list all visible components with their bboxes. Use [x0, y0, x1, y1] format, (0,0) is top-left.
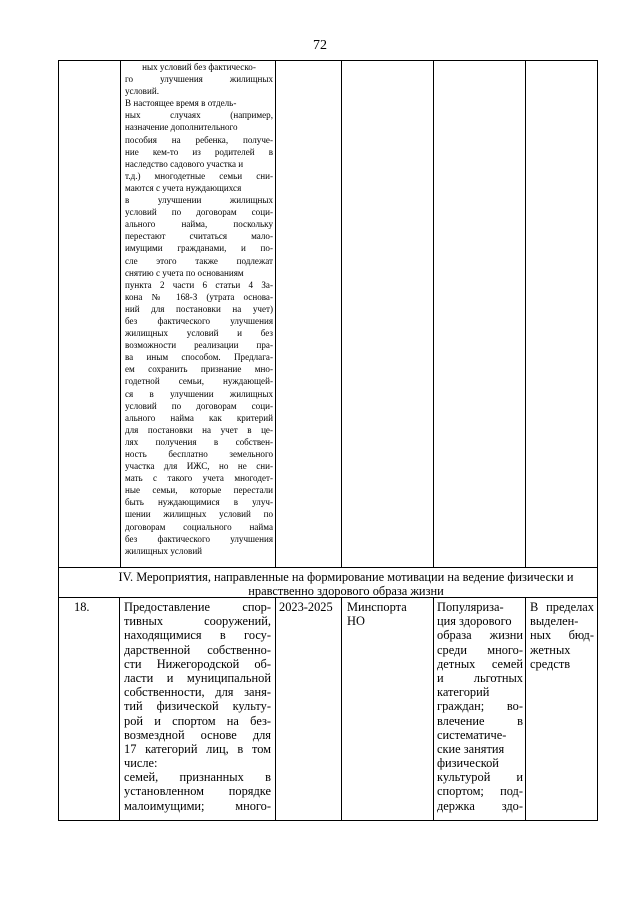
section-header-line: нравственно здорового образа жизни	[248, 584, 444, 598]
period-cell: 2023-2025	[279, 600, 333, 614]
text-line: ального найма как критерий	[125, 412, 273, 423]
text-line: ных случаях (например,	[125, 110, 273, 121]
description-line: рой и спортом на без-	[124, 713, 271, 728]
text-line: жилищных условий	[125, 545, 203, 556]
text-line: договорам социального найма	[125, 521, 273, 532]
text-line: назначение дополнительного	[125, 122, 238, 133]
text-line: снятию с учета по основаниям	[125, 267, 244, 278]
expected-result	[437, 600, 523, 813]
text-line: в улучшении жилищных	[125, 195, 273, 206]
result-line: культурой и	[437, 770, 523, 785]
result-line: среди много-	[437, 642, 523, 657]
text-line: ние кем-то из родителей в	[125, 146, 273, 157]
description-line: тий физической культу-	[124, 699, 271, 714]
text-line: годетной семьи, нуждающей-	[125, 376, 273, 387]
text-line: ального найма, поскольку	[125, 219, 273, 230]
funding-line: ных бюд-	[530, 628, 594, 643]
result-line: ские занятия	[437, 741, 505, 756]
text-line: ность бесплатно земельного	[125, 449, 273, 459]
result-line: граждан; во-	[437, 699, 523, 714]
funding-line: средств	[530, 656, 571, 671]
funding-line: В пределах	[530, 600, 594, 614]
text-line: сле этого также подлежат	[125, 255, 273, 266]
text-line: наследство садового участка и	[125, 158, 244, 169]
text-line: т.д.) многодетные семьи сни-	[125, 170, 273, 181]
text-line: пособия на ребенка, получе-	[125, 134, 273, 145]
result-line: Популяриза-	[437, 600, 504, 614]
description-line: установленном порядке	[124, 784, 271, 799]
text-line: жилищных условий и без	[125, 328, 273, 339]
text-line: возможности реализации пра-	[125, 340, 273, 351]
text-line: го улучшения жилищных	[125, 74, 273, 85]
description-line: тивных сооружений,	[124, 614, 271, 629]
text-line: без фактического улучшения	[125, 533, 273, 544]
text-line: для постановки на учет в це-	[125, 424, 273, 435]
result-line: спортом; под-	[437, 784, 523, 799]
result-line: ция здорового	[437, 614, 512, 629]
text-line: лях получения в собствен-	[125, 436, 273, 447]
text-line: мать с такого учета многодет-	[125, 473, 273, 484]
description-line: ласти и муниципальной	[124, 670, 271, 685]
description-line: собственности, для заня-	[124, 685, 271, 700]
text-line: кона № 168-З (утрата основа-	[125, 291, 273, 302]
text-line: ся в улучшении жилищных	[125, 388, 273, 399]
text-line: маются с учета нуждающихся	[125, 182, 242, 193]
text-line: ные семьи, которые перестали	[125, 485, 273, 496]
result-line: систематиче-	[437, 727, 507, 742]
text-line: шении жилищных условий по	[125, 509, 273, 520]
description-line: 17 категорий лиц, в том	[124, 741, 271, 756]
text-line: ний для постановки на учет)	[125, 303, 273, 314]
description-line: возмездной основе для	[124, 727, 271, 742]
description-line: семей, признанных в	[124, 770, 271, 785]
text-line: условий по договорам соци-	[125, 207, 273, 218]
text-line: ва иным способом. Предлага-	[125, 352, 273, 363]
section-header	[95, 570, 597, 598]
result-line: физической	[437, 756, 499, 771]
description-line: Предоставление спор-	[124, 600, 271, 614]
text-line: В настоящее время в отдель-	[125, 98, 237, 109]
text-line: без фактического улучшения	[125, 315, 273, 326]
text-line: условий по договорам соци-	[125, 400, 273, 411]
section-header-line: IV. Мероприятия, направленные на формирование мотивации на ведение физически и	[118, 570, 574, 584]
description-line: находящимися в госу-	[124, 628, 271, 643]
description-line: числе:	[124, 756, 158, 771]
executor-line: Минспорта	[347, 600, 407, 614]
text-line: имущими гражданами, и по-	[125, 243, 273, 254]
description-line: малоимущими; много-	[124, 798, 271, 813]
text-line: условий.	[125, 86, 159, 97]
text-line: пункта 2 части 6 статьи 4 За-	[125, 279, 273, 290]
result-line: влечение в	[437, 713, 523, 728]
result-line: держка здо-	[437, 798, 523, 813]
funding-source	[530, 600, 594, 671]
executor-line: НО	[347, 614, 365, 629]
row-number: 18.	[74, 600, 90, 614]
description-line: сти Нижегородской об-	[124, 656, 271, 671]
page-number: 72	[313, 38, 327, 53]
text-line: ем сохранить признание мно-	[125, 364, 273, 375]
executor-cell	[347, 600, 407, 628]
text-line: участка для ИЖС, но не сни-	[125, 461, 273, 472]
result-line: образа жизни	[437, 628, 523, 643]
measure-description	[124, 600, 271, 813]
result-line: и льготных	[437, 670, 523, 685]
text-line: перестают считаться мало-	[125, 231, 273, 242]
continuation-text-cell	[125, 61, 273, 557]
description-line: дарственной собственно-	[124, 642, 271, 657]
result-line: детных семей	[437, 656, 523, 671]
text-line: быть нуждающимися в улуч-	[125, 497, 273, 508]
result-line: категорий	[437, 685, 490, 700]
text-line: ных условий без фактическо-	[142, 62, 256, 72]
funding-line: жетных	[530, 642, 571, 657]
funding-line: выделен-	[530, 614, 579, 629]
